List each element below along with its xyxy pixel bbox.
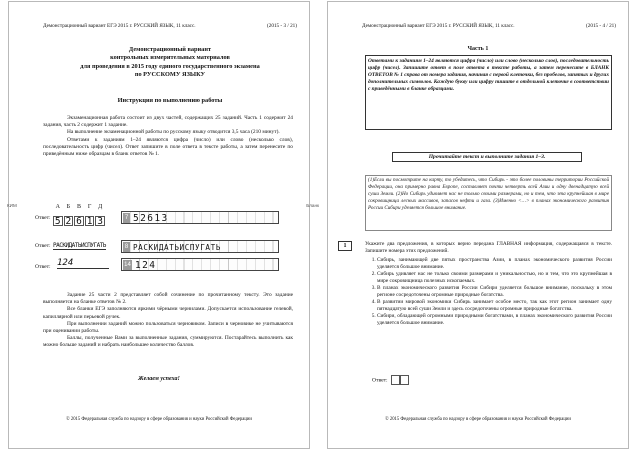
- task-option: 1. Сибирь, занимающей две пятых пространства Азии, в планах экономического развития России уделяется большое внимание.: [377, 257, 612, 271]
- page-number: (2015 - 4 / 21): [586, 23, 616, 29]
- task-question: Укажите два предложения, в которых верно передана ГЛАВНАЯ информация, содержащаяся в тексте. Запишите номера этих предложений.: [365, 241, 612, 254]
- handwritten-answer: РАСКИДАТЬИСПУГАТЬ: [53, 242, 106, 249]
- instruction-text-2: [43, 292, 293, 350]
- digit-cell: 1: [86, 216, 93, 227]
- paragraph: Все бланки ЕГЭ заполняются яркими чёрными чернилами. Допускается использование гелевой, капиллярной или перьевой ручек.: [43, 306, 293, 320]
- task-option: 4. В развитии мировой экономики Сибирь занимает особое место, так как этот регион занимает одну пятнадцатую всей суши Земли и здесь сосредоточены огромные природные богатства.: [377, 299, 612, 313]
- header-text: Демонстрационный вариант ЕГЭ 2015 г. РУССКИЙ ЯЗЫК, 11 класс.: [362, 23, 515, 29]
- document-title: [43, 46, 297, 80]
- answer-strip: [121, 211, 279, 224]
- left-header: [43, 23, 297, 29]
- left-page: [7, 1, 319, 449]
- footer-copyright: © 2015 Федеральная служба по надзору в сфере образования и науки Российской Федерации: [66, 417, 252, 422]
- digit-cells: [53, 211, 106, 229]
- title-line: контрольных измерительных материалов: [110, 54, 230, 62]
- side-label-kim: КИМ: [7, 203, 17, 208]
- digit-cell: 2: [65, 216, 72, 227]
- title-line: по РУССКОМУ ЯЗЫКУ: [134, 71, 206, 79]
- task-number: 1: [338, 241, 352, 251]
- letter-cell: В: [76, 204, 81, 210]
- header-text: Демонстрационный вариант ЕГЭ 2015 г. РУССКИЙ ЯЗЫК, 11 класс.: [43, 23, 196, 29]
- task-option: 2. Сибирь удивляет нас не только своими размерами и уникальностью, но и тем, что это крупнейшая в мире сокровищница полезных ископаемых.: [377, 271, 612, 285]
- paragraph: На выполнение экзаменационной работы по русскому языку отводится 3,5 часа (210 минут).: [67, 129, 280, 136]
- answer-label: Ответ:: [372, 377, 388, 384]
- reading-text: (1)Если вы посмотрите на карту, то убедитесь, что Сибирь - это более половины территории Российской Федерации, она примерно равна Европе, составляет почти четверть всей Азии и одну двенадцатую всей суши Земли. (2)Но Сибирь удивляет нас не только своими размерами, но и тем, что эта крупнейшая в мире сокровищница лесных массивов, запасов нефти и газа. (3)Именно <…> в планах экономического развития России Сибири уделяется большое внимание.: [365, 175, 612, 231]
- paragraph: Ответами к заданиям 1–24 являются цифра (число) или слово (несколько слов), последовательность цифр (чисел). Ответ запишите в поле ответа в тексте работы, а затем перенесите по приведённым ниже образцам в бланк ответов № 1.: [43, 136, 293, 158]
- letter-cell: Г: [87, 204, 92, 210]
- strip-answer: 124: [135, 260, 157, 271]
- strip-number: 8: [124, 244, 129, 250]
- answer-label: Ответ:: [35, 243, 51, 249]
- side-label-blank: Бланк: [306, 203, 319, 208]
- title-line: для проведения в 2015 году единого государственного экзамена: [80, 62, 260, 70]
- answer-input-box[interactable]: [400, 375, 409, 385]
- answer-strip: [121, 258, 279, 271]
- part-title: Часть 1: [467, 46, 489, 52]
- task-1: [365, 241, 612, 327]
- task-option: 3. В планах экономического развития России Сибири уделяется большое внимание, поскольку в этом регионе сосредоточены огромные природные богатства.: [377, 285, 612, 299]
- answer-field: [372, 375, 409, 385]
- paragraph: Баллы, полученные Вами за выполненные задания, суммируются. Постарайтесь выполнить как можно больше заданий и набрать наибольшее количество баллов.: [43, 335, 293, 349]
- right-page: [327, 1, 629, 449]
- answer-strip: [121, 240, 279, 253]
- task-option: 5. Сибири, обладающей огромными природными богатствами, в планах экономического развития России уделяется большое внимание.: [377, 313, 612, 327]
- handwritten-answer: 124: [57, 258, 109, 269]
- instruction-title: Инструкция по выполнению работы: [117, 97, 223, 104]
- read-instruction-box: Прочитайте текст и выполните задания 1–3.: [392, 152, 582, 162]
- answer-label: Ответ:: [35, 264, 51, 270]
- letter-cell: Д: [98, 204, 103, 210]
- strip-answer: РАСКИДАТЬИСПУГАТЬ: [133, 243, 221, 252]
- strip-number: 7: [124, 215, 129, 221]
- letter-cell: Б: [66, 204, 71, 210]
- digit-cell: 5: [54, 216, 61, 227]
- digit-cell: 6: [76, 216, 82, 227]
- title-line: Демонстрационный вариант: [128, 46, 212, 53]
- letter-cell: А: [55, 204, 60, 210]
- paragraph: Задание 25 части 2 представляет собой сочинение по прочитанному тексту. Это задание выполняется на бланке ответов № 2.: [43, 292, 293, 306]
- right-header: [362, 23, 616, 29]
- good-luck-text: Желаем успеха!: [138, 376, 180, 382]
- strip-answer: 52613: [133, 213, 169, 224]
- part-instruction-box: Ответами к заданиям 1–24 являются цифра (число) или слово (несколько слов), последовательность цифр (чисел). Запишите ответ в поле ответа в тексте работы, а затем перенесите в БЛАНК ОТВЕТОВ № 1 справа от номера задания, начиная с первой клеточки, без пробелов, запятых и других дополнительных символов. Каждую букву или цифру пишите в отдельной клеточке в соответствии с приведёнными в бланке образцами.: [365, 55, 612, 130]
- strip-number: 14: [124, 262, 131, 268]
- paragraph: Экзаменационная работа состоит из двух частей, содержащих 25 заданий. Часть 1 содержит 24 задания, часть 2 содержит 1 задание.: [43, 115, 293, 129]
- paragraph: При выполнении заданий можно пользоваться черновиком. Записи в черновике не учитываются при оценивании работы.: [43, 320, 293, 335]
- footer-copyright: © 2015 Федеральная служба по надзору в сфере образования и науки Российской Федерации: [385, 417, 571, 422]
- page-number: (2015 - 3 / 21): [267, 23, 297, 29]
- answer-label: Ответ:: [35, 215, 51, 221]
- answer-input-box[interactable]: [391, 375, 400, 385]
- instruction-text: [43, 115, 293, 158]
- digit-cell: 3: [97, 216, 104, 227]
